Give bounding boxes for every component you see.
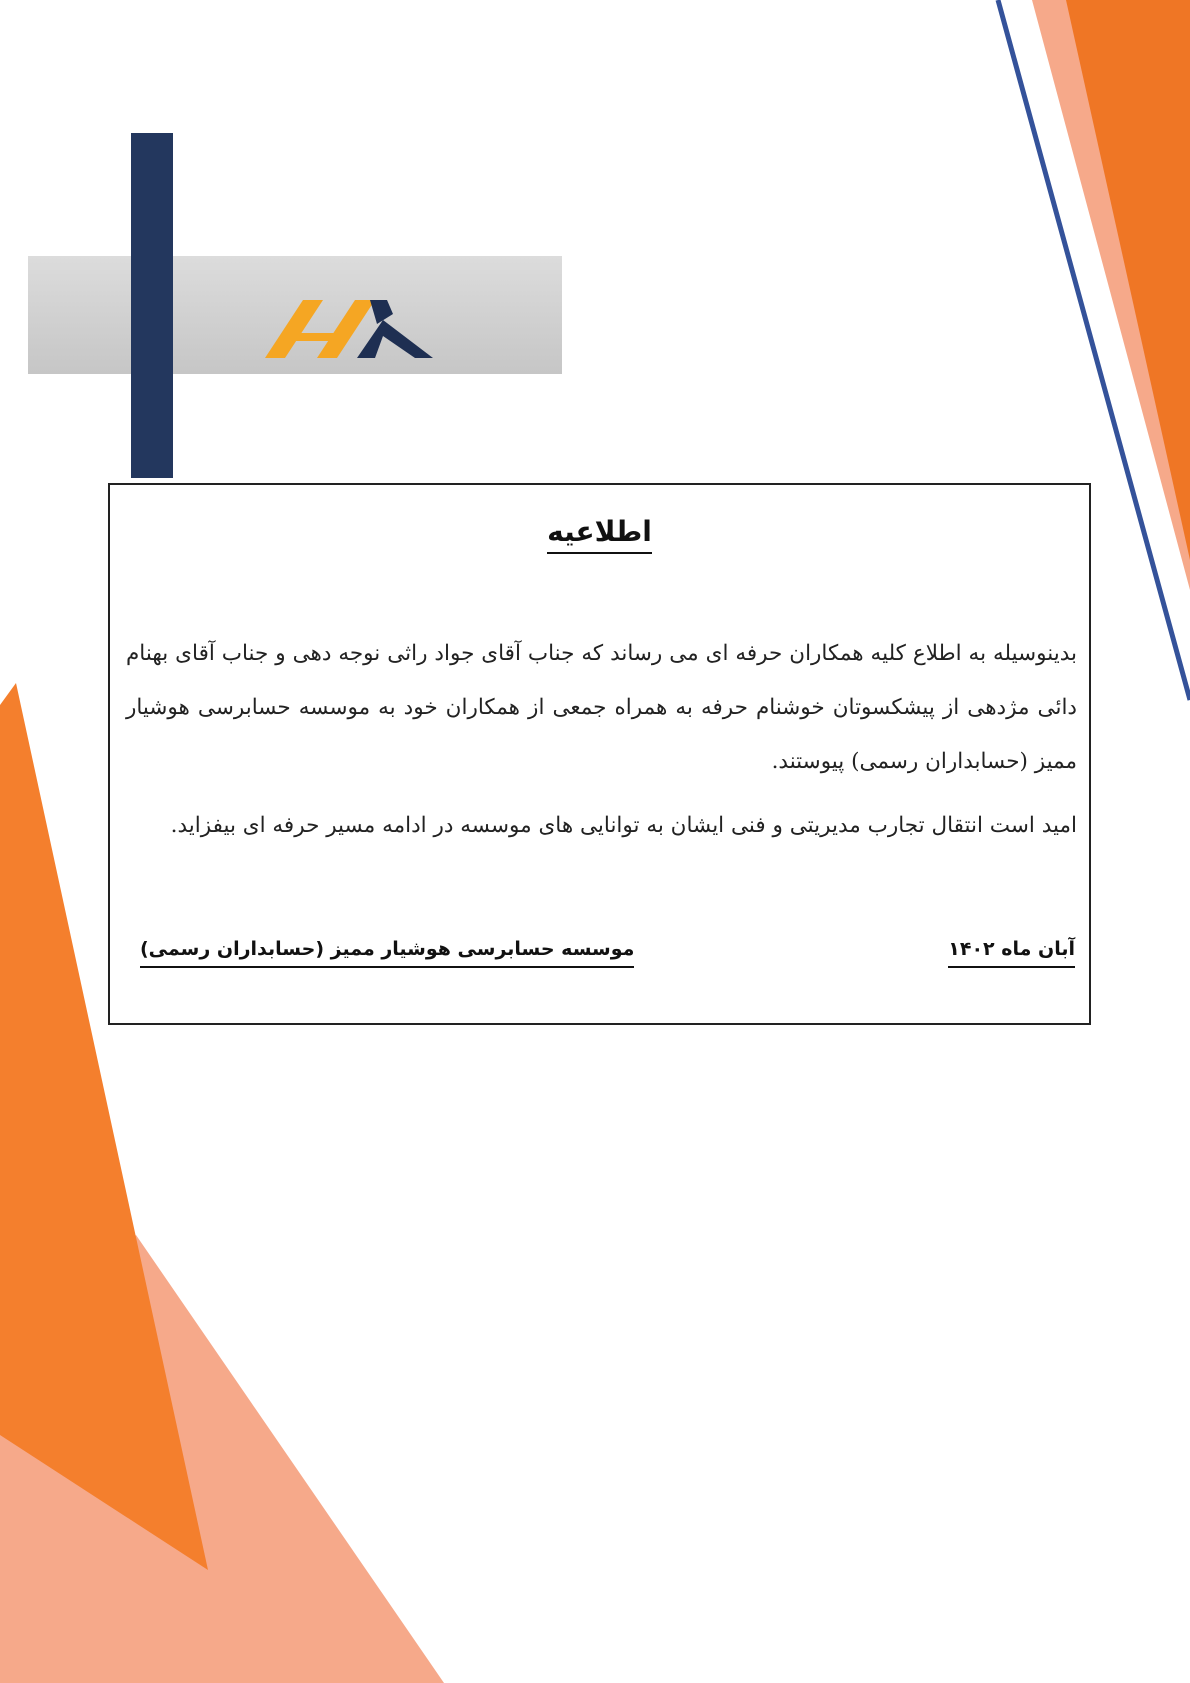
notice-date: آبان ماه ۱۴۰۲: [948, 938, 1075, 968]
notice-body: [126, 627, 1077, 863]
notice-title-text: اطلاعیه: [547, 515, 652, 554]
ha-logo-icon: [265, 296, 433, 358]
notice-paragraph-2: امید است انتقال تجارب مدیریتی و فنی ایشان به توانایی های موسسه در ادامه مسیر حرفه ای بیفزاید.: [170, 813, 1077, 838]
notice-title: [110, 515, 1089, 548]
notice-footer: [140, 938, 1075, 978]
notice-box: [108, 483, 1091, 1025]
header-vertical-bar: [131, 133, 173, 478]
notice-organization: موسسه حسابرسی هوشیار ممیز (حسابداران رسمی): [140, 938, 634, 968]
notice-paragraph-1: بدینوسیله به اطلاع کلیه همکاران حرفه ای می رساند که جناب آقای جواد راثی نوجه دهی و جناب آقای بهنام دائی مژدهی از پیشکسوتان خوشنام حرفه به همراه جمعی از همکاران خود به موسسه حسابرسی هوشیار ممیز (حسابداران رسمی) پیوستند.: [126, 641, 1077, 774]
